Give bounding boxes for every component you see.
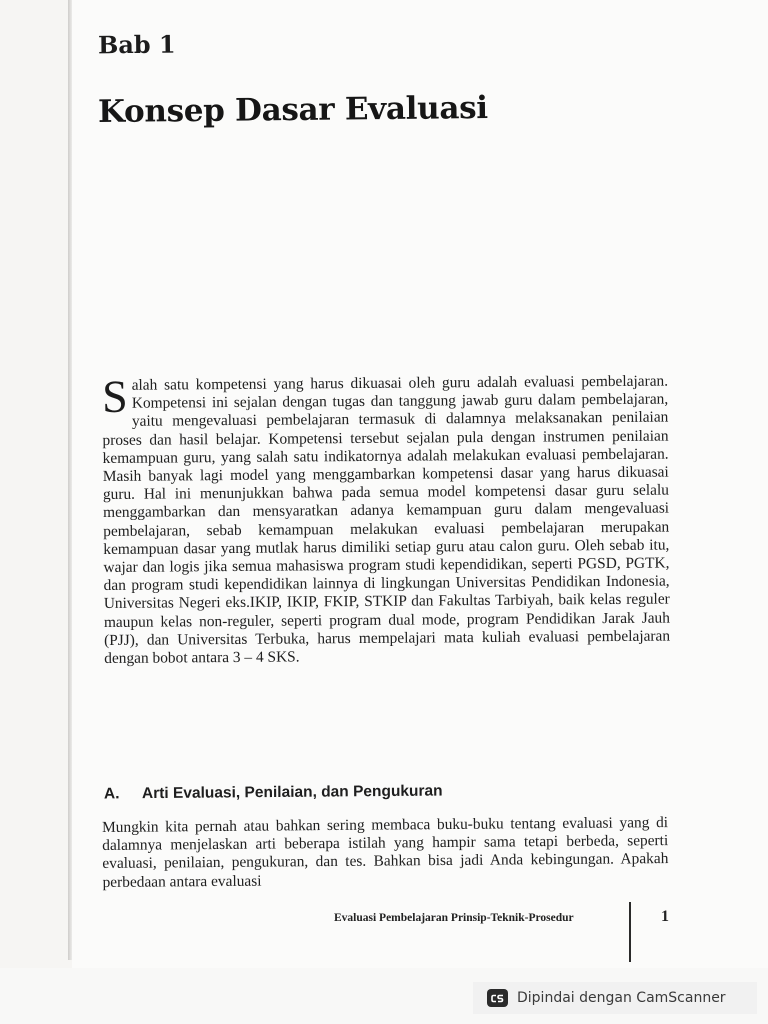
intro-paragraph	[101, 370, 671, 669]
section-title: Arti Evaluasi, Penilaian, dan Pengukuran	[141, 782, 443, 803]
section-paragraph: Mungkin kita pernah atau bahkan sering membaca buku-buku tentang evaluasi yang di dalamnya menjelaskan arti beberapa istilah yang hampir sama tetapi berbeda, seperti evaluasi, penilaian, pengukuran, dan tes. Bahkan bisa jadi Anda kebingungan. Apakah perbedaan antara evaluasi	[102, 814, 669, 891]
footer-divider	[629, 902, 631, 962]
running-footer-title: Evaluasi Pembelajaran Prinsip-Teknik-Prosedur	[334, 912, 574, 924]
page-number: 1	[661, 908, 669, 925]
section-heading	[104, 783, 443, 804]
chapter-label: Bab 1	[97, 29, 176, 60]
camscanner-watermark	[473, 982, 757, 1014]
section-letter: A.	[103, 785, 120, 803]
watermark-text: Dipindai dengan CamScanner	[517, 990, 726, 1006]
camscanner-logo-icon	[487, 989, 508, 1007]
intro-paragraph-text: alah satu kompetensi yang harus dikuasai oleh guru adalah evaluasi pembelajaran. Kompetensi ini sejalan dengan tugas dan tanggung jawab guru dalam pembelajaran, yaitu mengevaluasi pembelajaran termasuk di dalamnya melaksanakan penilaian proses dan hasil belajar. Kompetensi tersebut sejalan pula dengan instrumen penilaian kemampuan guru, yang salah satu indikatornya adalah melakukan evaluasi pembelajaran. Masih banyak lagi model yang menggambarkan kompetensi dasar yang harus dikuasai guru. Hal ini menunjukkan bahwa pada semua model kompetensi dasar guru selalu menggambarkan dan mensyaratkan adanya kemampuan guru dalam mengevaluasi pembelajaran, sebab kemampuan melakukan evaluasi pembelajaran merupakan kemampuan dasar yang mutlak harus dimiliki setiap guru atau calon guru. Oleh sebab itu, wajar dan logis jika semua mahasiswa program studi kependidikan, seperti PGSD, PGTK, dan program studi kependidikan lainnya di lingkungan Universitas Pendidikan Indonesia, Universitas Negeri eks.IKIP, IKIP, FKIP, STKIP dan Fakultas Tarbiyah, baik kelas reguler maupun kelas non-reguler, seperti program dual mode, program Pendidikan Jarak Jauh (PJJ), dan Universitas Terbuka, harus mempelajari mata kuliah evaluasi pembelajaran dengan bobot antara 3 – 4 SKS.	[102, 372, 671, 668]
chapter-title: Konsep Dasar Evaluasi	[97, 89, 489, 131]
drop-cap: S	[101, 370, 128, 422]
